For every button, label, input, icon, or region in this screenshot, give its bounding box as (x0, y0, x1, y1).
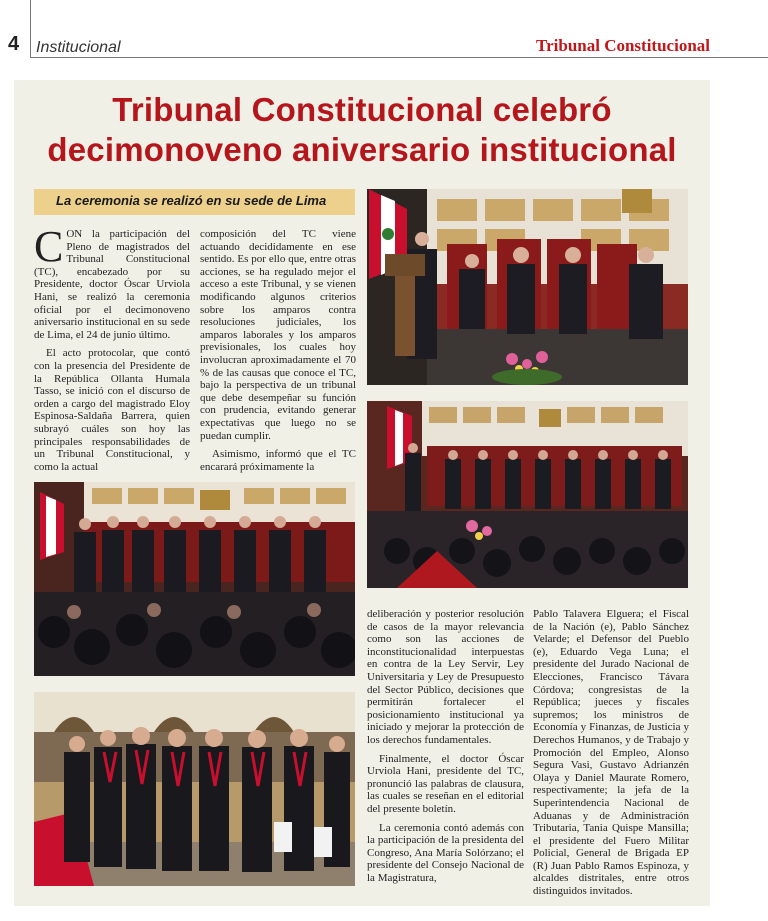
paragraph: Finalmente, el doctor Óscar Urviola Hani, presidente del TC, pronunció las palabras de clausura, las cuales se reseñan en el editorial del presente boletín. (367, 752, 524, 815)
section-name: Institucional (36, 39, 121, 56)
page-header (0, 0, 768, 62)
paragraph: Asimismo, informó que el TC encarará próximamente la (200, 448, 356, 473)
page-number: 4 (8, 33, 20, 55)
paragraph: El acto protocolar, que contó con la presencia del Presidente de la República Ollanta Humala Tasso, se inició con el discurso de orden a cargo del magistrado Eloy Espinosa-Saldaña Barrera, quien subrayó cuáles son hoy las principales responsabilidades de un Tribunal Constitucional, y como la actual (34, 347, 190, 473)
photo-officials-standing (34, 692, 355, 886)
masthead-title: Tribunal Constitucional (536, 36, 710, 55)
paragraph: deliberación y posterior resolución de casos de la mayor relevancia como son las acciones de inconstitucionalidad interpuestas en contra de la Ley Servir, Ley Universitaria y Ley de Presupuesto del Sector Público, decisiones que permitirán fortalecer el posicionamiento institucional ya iniciado y mejorar la protección de los derechos fundamentales. (367, 608, 524, 746)
paragraph: Pablo Talavera Elguera; el Fiscal de la Nación (e), Pablo Sánchez Velarde; el Defensor del Pueblo (e), Eduardo Vega Luna; el presidente del Jurado Nacional de Elecciones, Francisco Távara Córdova; congresistas de la República; jueces y fiscales supremos; los ministros de Economía y Finanzas, de Justicia y Derechos Humanos, y de Trabajo y Promoción del Empleo, Alonso Segura Vasi, Gustavo Adrianzén Olaya y Daniel Maurate Romero, respectivamente; la jefa de la Superintendencia Nacional de Aduanas y de Administración Tributaria, Tania Quispe Mansilla; el presidente del Fuero Militar Policial, General de Brigada EP (R) Juan Pablo Ramos Espinoza, y alcaldes distritales, entre otros distinguidos invitados. (533, 608, 689, 898)
photo-magistrates-stage (34, 482, 355, 676)
header-vertical-rule (30, 0, 31, 58)
photo-podium-ceremony (367, 189, 688, 385)
header-horizontal-rule (30, 57, 768, 58)
photo-hall-audience (367, 401, 688, 588)
article-subhead (34, 189, 355, 215)
paragraph: composición del TC viene actuando decididamente en ese sentido. Es por ello que, entre otras acciones, se ha regulado mejor el acceso a este Tribunal, y se vienen modificando algunos criterios sobre los amparos contra resoluciones judiciales, los amparos laborales y los amparos previsionales, los cuales hoy involucran aproximadamente el 70 % de las causas que conoce el TC, bajo la perspectiva de un tribunal que debe desempeñar su función con prudencia, evitando generar expectativas que luego no se puedan cumplir. (200, 228, 356, 442)
headline-line-2: decimonoveno aniversario institucional (47, 131, 677, 168)
text-column-1 (34, 222, 190, 473)
subhead-text: La ceremonia se realizó en su sede de Lima (56, 193, 327, 208)
headline-line-1: Tribunal Constitucional celebró (112, 91, 612, 128)
paragraph: La ceremonia contó además con la participación de la presidenta del Congreso, Ana María Solórzano; el presidente del Consejo Nacional de la Magistratura, (367, 821, 524, 884)
drop-cap: C (34, 222, 64, 271)
article-headline (14, 90, 710, 170)
text-column-2 (200, 228, 356, 473)
text-column-3 (367, 608, 524, 894)
text-column-4 (533, 608, 689, 898)
paragraph: CON la participación del Pleno de magistrados del Tribunal Constitucional (TC), encabezado por su Presidente, doctor Óscar Urviola Hani, se realizó la ceremonia oficial por el decimonoveno aniversario institucional en su sede de Lima, el 24 de junio último. (34, 222, 190, 341)
